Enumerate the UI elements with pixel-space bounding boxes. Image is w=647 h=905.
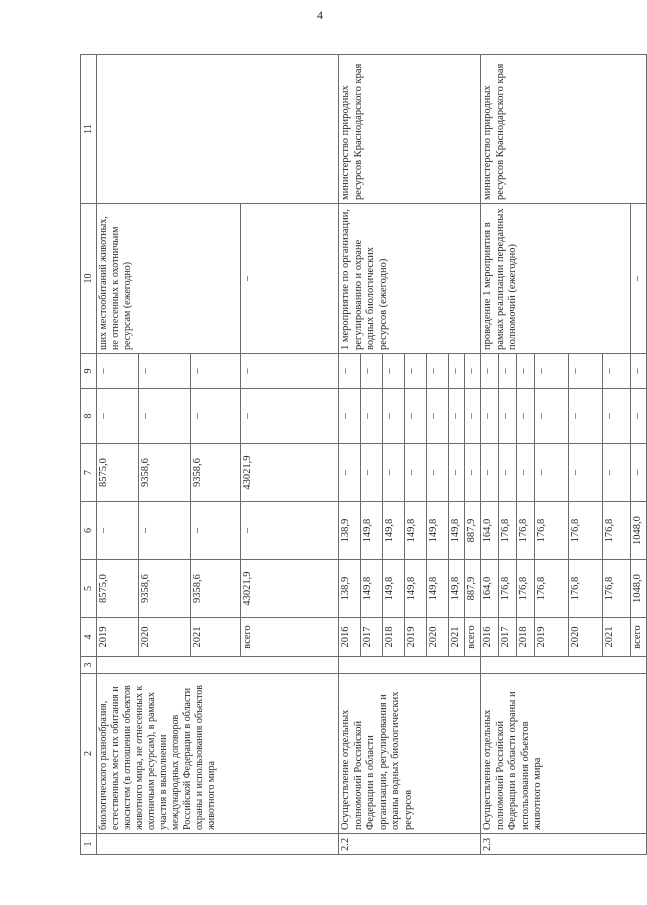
value-cell: 176,8 [499,502,517,560]
year-cell: 2019 [405,618,427,657]
value-cell: 9358,6 [139,444,191,502]
value-cell: 8575,0 [97,560,139,618]
value-cell: 9358,6 [191,444,241,502]
value-cell: – [499,354,517,389]
value-cell: – [603,389,631,444]
year-cell: всего [241,618,339,657]
value-cell: – [535,444,569,502]
value-cell: – [631,444,647,502]
year-cell: 2019 [97,618,139,657]
value-cell: 176,8 [603,560,631,618]
program-table [80,54,647,855]
year-cell: 2021 [449,618,465,657]
value-cell: – [383,389,405,444]
result-description: проведение 1 мероприятия в рамках реализации переданных полномочий (ежегодно) [481,204,631,354]
value-cell: 1048,0 [631,502,647,560]
value-cell: – [603,444,631,502]
value-cell: – [603,354,631,389]
value-cell: 149,8 [361,502,383,560]
value-cell: 176,8 [569,560,603,618]
value-cell: – [535,389,569,444]
col-header: 10 [81,204,97,354]
value-cell: – [499,444,517,502]
value-cell: 149,8 [427,502,449,560]
year-cell: 2016 [339,618,361,657]
value-cell: – [139,354,191,389]
value-cell: – [241,389,339,444]
value-cell: – [449,444,465,502]
value-cell: 149,8 [361,560,383,618]
value-cell: – [449,389,465,444]
value-cell: – [517,389,535,444]
value-cell: 887,9 [465,502,481,560]
value-cell: – [361,354,383,389]
value-cell: – [97,354,139,389]
value-cell: – [569,444,603,502]
empty-cell [339,657,481,674]
rotated-table-container [80,55,643,855]
year-cell: 2017 [361,618,383,657]
value-cell: – [361,389,383,444]
value-cell: – [405,354,427,389]
value-cell: 8575,0 [97,444,139,502]
responsible-cell: министерство природных ресурсов Краснодарского края [481,55,647,204]
value-cell: 176,8 [535,560,569,618]
value-cell: – [569,354,603,389]
measure-description: Осуществление отдельных полномочий Российской Федерации в области охраны и использования объектов животного мира [481,674,647,834]
value-cell: 149,8 [405,560,427,618]
value-cell: – [449,354,465,389]
year-cell: 2017 [499,618,517,657]
page-number: 4 [317,8,323,22]
value-cell: – [481,389,499,444]
column-number-row [81,55,97,855]
value-cell: – [481,354,499,389]
value-cell: – [97,502,139,560]
value-cell: – [405,389,427,444]
value-cell: – [465,354,481,389]
value-cell: – [339,389,361,444]
value-cell: – [191,354,241,389]
value-cell: 1048,0 [631,560,647,618]
item-number: 2.2 [339,834,481,855]
value-cell: 176,8 [517,502,535,560]
year-cell: 2019 [535,618,569,657]
value-cell: – [535,354,569,389]
value-cell: 43021,9 [241,444,339,502]
col-header: 4 [81,618,97,657]
measure-description: биологического разнообразия, естественных мест их обитания и экосистем (в отношении объектов животного мира, не отнесенных к охотничьим ресурсам), в рамках участия в выполнении международных договоров Российской Федерации в области охраны и использования объектов животного мира [97,674,339,834]
value-cell: – [631,204,647,354]
value-cell: – [569,389,603,444]
empty-cell [97,657,339,674]
value-cell: 176,8 [603,502,631,560]
value-cell: – [631,389,647,444]
value-cell: 176,8 [499,560,517,618]
value-cell: – [139,389,191,444]
year-cell: 2018 [383,618,405,657]
responsible-cell: министерство природных ресурсов Краснодарского края [339,55,481,204]
result-description: 1 мероприятие по организации, регулированию и охране водных биологических ресурсов (ежегодно) [339,204,481,354]
col-header: 5 [81,560,97,618]
value-cell: 149,8 [427,560,449,618]
value-cell: – [383,354,405,389]
value-cell: – [361,444,383,502]
value-cell: 149,8 [383,502,405,560]
measure-description: Осуществление отдельных полномочий Российской Федерации в области организации, регулирования и охраны водных биологических ресурсов [339,674,481,834]
year-cell: 2020 [569,618,603,657]
col-header: 11 [81,55,97,204]
col-header: 9 [81,354,97,389]
value-cell: 176,8 [517,560,535,618]
value-cell: 138,9 [339,502,361,560]
year-cell: всего [465,618,481,657]
col-header: 3 [81,657,97,674]
value-cell: 138,9 [339,560,361,618]
value-cell: 164,0 [481,502,499,560]
value-cell: – [139,502,191,560]
value-cell: 149,8 [449,560,465,618]
value-cell: – [517,354,535,389]
col-header: 7 [81,444,97,502]
value-cell: – [427,444,449,502]
value-cell: – [427,354,449,389]
value-cell: – [499,389,517,444]
col-header: 6 [81,502,97,560]
value-cell: – [241,354,339,389]
value-cell: 9358,6 [139,560,191,618]
value-cell: – [191,502,241,560]
col-header: 2 [81,674,97,834]
empty-cell [481,657,647,674]
item-number: 2.3 [481,834,647,855]
value-cell: 887,9 [465,560,481,618]
year-cell: 2016 [481,618,499,657]
value-cell: – [481,444,499,502]
value-cell: – [241,204,339,354]
table-row [481,55,499,855]
value-cell: – [631,354,647,389]
value-cell: 176,8 [535,502,569,560]
table-row [339,55,361,855]
year-cell: 2020 [139,618,191,657]
value-cell: 176,8 [569,502,603,560]
value-cell: 149,8 [449,502,465,560]
value-cell: – [517,444,535,502]
value-cell: – [405,444,427,502]
value-cell: 149,8 [405,502,427,560]
value-cell: – [383,444,405,502]
value-cell: 149,8 [383,560,405,618]
year-cell: 2018 [517,618,535,657]
value-cell: 164,0 [481,560,499,618]
result-description: ших местообитаний животных, не отнесенных к охотничьим ресурсам (ежегодно) [97,204,241,354]
col-header: 1 [81,834,97,855]
col-header: 8 [81,389,97,444]
year-cell: 2020 [427,618,449,657]
value-cell: – [191,389,241,444]
value-cell: – [465,444,481,502]
value-cell: – [427,389,449,444]
year-cell: всего [631,618,647,657]
year-cell: 2021 [191,618,241,657]
value-cell: – [465,389,481,444]
table-row [97,55,139,855]
responsible-cell [97,55,339,204]
item-number [97,834,339,855]
year-cell: 2021 [603,618,631,657]
value-cell: 43021,9 [241,560,339,618]
value-cell: – [339,444,361,502]
value-cell: 9358,6 [191,560,241,618]
value-cell: – [241,502,339,560]
value-cell: – [97,389,139,444]
value-cell: – [339,354,361,389]
